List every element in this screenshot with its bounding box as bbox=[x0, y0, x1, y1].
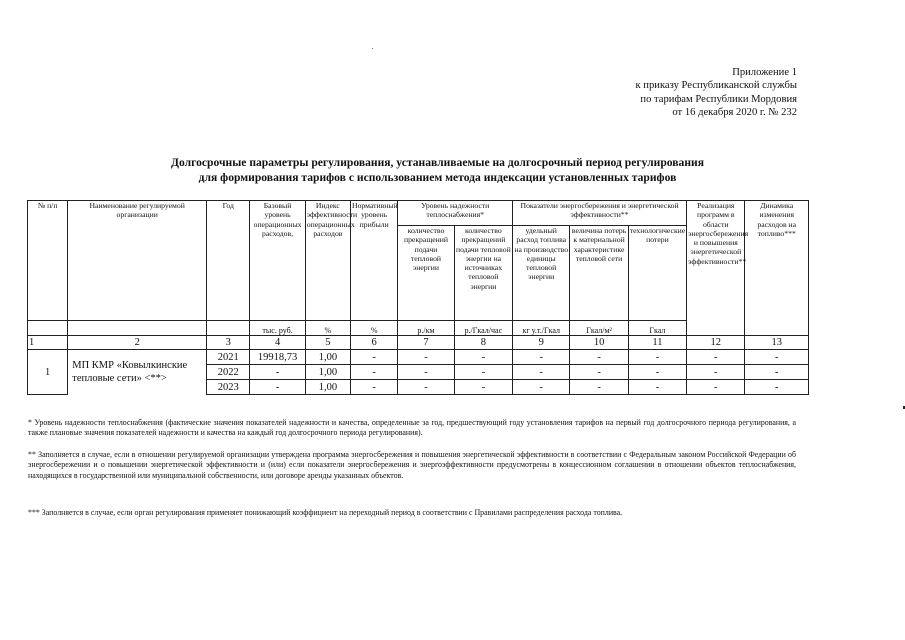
col-number: 3 bbox=[207, 336, 250, 350]
appendix-line-3: по тарифам Республики Мордовия bbox=[640, 93, 797, 105]
col-number: 9 bbox=[513, 336, 570, 350]
cell-base: 19918,73 bbox=[250, 350, 305, 365]
header-reliability: Уровень надежности теплоснабжения* bbox=[398, 201, 513, 226]
col-number: 10 bbox=[570, 336, 628, 350]
cell-norm: - bbox=[351, 365, 398, 380]
unit-index: % bbox=[305, 321, 350, 336]
header-reliability-sub-2: количество прекращений подачи тепловой энергии на источниках тепловой энергии bbox=[454, 226, 512, 321]
title-line-1: Долгосрочные параметры регулирования, устанавливаемые на долгосрочный период регулирования bbox=[171, 156, 704, 169]
document-title bbox=[60, 155, 815, 185]
cell-norm: - bbox=[351, 380, 398, 395]
col-number: 11 bbox=[628, 336, 686, 350]
unit-en-1: кг у.т./Гкал bbox=[513, 321, 570, 336]
col-number: 13 bbox=[745, 336, 809, 350]
unit-rel-1: р./км bbox=[398, 321, 454, 336]
cell-c9: - bbox=[513, 350, 570, 365]
header-energy: Показатели энергосбережения и энергетической эффективности** bbox=[513, 201, 687, 226]
col-number: 4 bbox=[250, 336, 305, 350]
cell-c9: - bbox=[513, 365, 570, 380]
unit-en-3: Гкал bbox=[628, 321, 686, 336]
footnote-1: * Уровень надежности теплоснабжения (фактические значения показателей надежности и качества, определенные за год, предшествующий году установления тарифов на первый год долгосрочного периода регулирования, а также плановые значения показателей надежности и качества на каждый год долгосрочного периода регулирования). bbox=[28, 418, 796, 438]
col-number: 12 bbox=[687, 336, 745, 350]
cell-c12: - bbox=[687, 350, 745, 365]
cell-index: 1,00 bbox=[305, 365, 350, 380]
header-reliability-sub-1: количество прекращений подачи тепловой энергии bbox=[398, 226, 454, 321]
cell-c9: - bbox=[513, 380, 570, 395]
scan-speck bbox=[372, 48, 373, 49]
cell-base: - bbox=[250, 365, 305, 380]
appendix-line-1: Приложение 1 bbox=[732, 67, 797, 78]
cell-c13: - bbox=[745, 350, 809, 365]
cell-c12: - bbox=[687, 380, 745, 395]
col-number: 2 bbox=[68, 336, 207, 350]
header-norm-profit: Нормативный уровень прибыли bbox=[351, 201, 398, 321]
title-line-2: для формирования тарифов с использованием метода индексации установленных тарифов bbox=[198, 171, 677, 184]
unit-base: тыс. руб. bbox=[250, 321, 305, 336]
cell-c7: - bbox=[398, 365, 454, 380]
cell-c13: - bbox=[745, 365, 809, 380]
row-index: 1 bbox=[28, 350, 68, 395]
appendix-line-4: от 16 декабря 2020 г. № 232 bbox=[672, 107, 797, 119]
cell-c11: - bbox=[628, 380, 686, 395]
cell-year: 2021 bbox=[207, 350, 250, 365]
parameters-table bbox=[27, 200, 809, 395]
cell-index: 1,00 bbox=[305, 350, 350, 365]
cell-c10: - bbox=[570, 365, 628, 380]
header-org: Наименование регулируемой организации bbox=[68, 201, 207, 321]
footnote-2: ** Заполняется в случае, если в отношении регулируемой организации утверждена программа энергосбережения и повышения энергетической эффективности в соответствии с Федеральным законом Российской Федерации об энергосбережении и о повышении энергетической эффективности и (или) если показатели энергосбережения и энергоэффективности предусмотрены в концессионном соглашении в отношении объектов теплоснабжения, находящихся в государственной или муниципальной собственности, или договоре аренды указанных объектов. bbox=[28, 450, 796, 480]
cell-year: 2023 bbox=[207, 380, 250, 395]
cell-c11: - bbox=[628, 350, 686, 365]
appendix-block bbox=[636, 66, 797, 120]
header-base-costs: Базовый уровень операционных расходов, bbox=[250, 201, 305, 321]
col-number: 5 bbox=[305, 336, 350, 350]
cell-c10: - bbox=[570, 380, 628, 395]
cell-c13: - bbox=[745, 380, 809, 395]
cell-c12: - bbox=[687, 365, 745, 380]
cell-c8: - bbox=[454, 380, 512, 395]
header-energy-sub-1: удельный расход топлива на производство единицы тепловой энергии bbox=[513, 226, 570, 321]
cell-year: 2022 bbox=[207, 365, 250, 380]
header-energy-sub-3: технологические потери bbox=[628, 226, 686, 321]
cell-c7: - bbox=[398, 380, 454, 395]
cell-c11: - bbox=[628, 365, 686, 380]
header-efficiency-index: Индекс эффективности операционных расходов bbox=[305, 201, 350, 321]
cell-base: - bbox=[250, 380, 305, 395]
unit-rel-2: р./Гкал/час bbox=[454, 321, 512, 336]
cell-c10: - bbox=[570, 350, 628, 365]
col-number: 1 bbox=[28, 336, 68, 350]
header-energy-sub-2: величина потерь к материальной характеристике тепловой сети bbox=[570, 226, 628, 321]
appendix-line-2: к приказу Республиканской службы bbox=[635, 80, 797, 92]
org-name: МП КМР «Ковылкинские тепловые сети» <**> bbox=[68, 350, 207, 395]
unit-norm: % bbox=[351, 321, 398, 336]
header-dynamics: Динамика изменения расходов на топливо*** bbox=[745, 201, 809, 336]
header-year: Год bbox=[207, 201, 250, 321]
col-number: 7 bbox=[398, 336, 454, 350]
header-num: № п/п bbox=[28, 201, 68, 321]
cell-norm: - bbox=[351, 350, 398, 365]
footnote-3: *** Заполняется в случае, если орган регулирования применяет понижающий коэффициент на переходный период в соответствии с Правилами распределения расхода топлива. bbox=[28, 508, 623, 517]
col-number: 8 bbox=[454, 336, 512, 350]
cell-c7: - bbox=[398, 350, 454, 365]
unit-en-2: Гкал/м² bbox=[570, 321, 628, 336]
col-number: 6 bbox=[351, 336, 398, 350]
header-program: Реализация программ в области энергосбережения и повышения энергетической эффективности** bbox=[687, 201, 745, 336]
cell-c8: - bbox=[454, 365, 512, 380]
cell-index: 1,00 bbox=[305, 380, 350, 395]
cell-c8: - bbox=[454, 350, 512, 365]
